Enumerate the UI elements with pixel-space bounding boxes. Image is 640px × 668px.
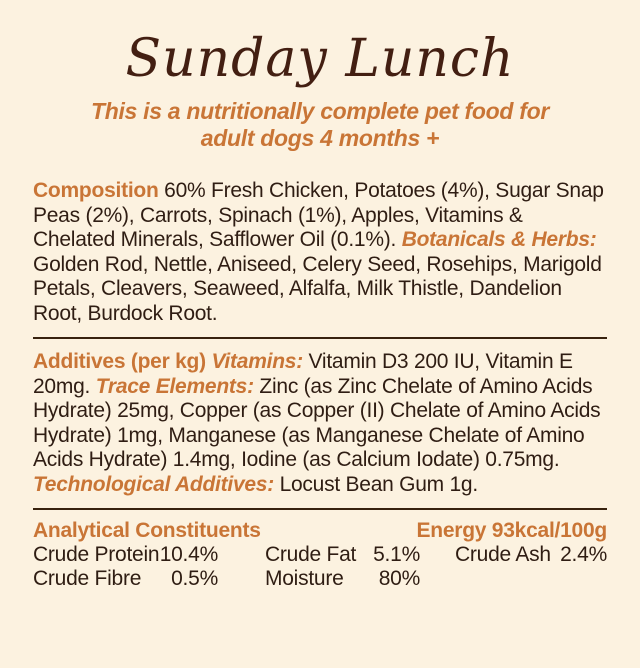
composition-heading: Composition [33,179,165,202]
constituent-label: Moisture [265,567,344,590]
energy-value: Energy 93kcal/100g [416,519,607,542]
vitamins-heading: Vitamins: [211,350,309,373]
constituent-label: Crude Fat [265,543,357,566]
constituent-label: Crude Ash [455,543,551,566]
product-title: Sunday Lunch [125,29,515,89]
constituent-label: Crude Protein [33,543,160,566]
analytical-constituents-title: Analytical Constituents [33,519,261,542]
technological-additives-heading: Technological Additives: [33,472,280,496]
section-divider-bottom [33,508,607,510]
constituent-value: 80% [378,567,420,590]
constituent-cell-fat [265,543,420,567]
vitamins-text: Vitamin D3 200 IU, Vitamin E 20mg. [33,350,573,398]
section-divider-top [33,337,607,339]
constituent-cell-moisture [265,567,420,591]
additives-paragraph [33,350,607,497]
analytical-row-1 [33,543,607,567]
constituent-label: Crude Fibre [33,567,142,590]
botanicals-herbs-list: Golden Rod, Nettle, Aniseed, Celery Seed, Rosehips, Marigold Petals, Cleavers, Seaweed, Alfalfa, Milk Thistle, Dandelion Root, Burdock Root. [33,252,602,325]
additives-heading: Additives (per kg) [33,350,212,373]
constituent-value: 5.1% [373,543,420,566]
constituent-value: 2.4% [560,543,607,566]
constituent-cell-fibre [33,567,218,591]
product-subtitle: This is a nutritionally complete pet food for adult dogs 4 months + [90,98,550,151]
analytical-row-2 [33,567,607,591]
constituent-cell-ash [455,543,607,567]
composition-ingredients-text: 60% Fresh Chicken, Potatoes (4%), Sugar Snap Peas (2%), Carrots, Spinach (1%), Apples, Vitamins & Chelated Minerals, Safflower Oil (0.1%). [33,179,604,251]
composition-paragraph [33,179,607,326]
trace-elements-text: Zinc (as Zinc Chelate of Amino Acids Hydrate) 25mg, Copper (as Copper (II) Chelate of Amino Acids Hydrate) 1mg, Manganese (as Manganese Chelate of Amino Acids Hydrate) 1.4mg, Iodine (as Calcium Iodate) 0.75mg. [33,374,601,471]
technological-additives-text: Locust Bean Gum 1g. [279,472,478,496]
constituent-value: 10.4% [159,543,218,566]
constituent-cell-protein [33,543,218,567]
pet-food-label [0,28,640,668]
constituent-value: 0.5% [171,567,218,590]
botanicals-herbs-heading: Botanicals & Herbs: [401,228,597,251]
trace-elements-heading: Trace Elements: [95,374,260,398]
analytical-constituents-header [33,519,607,543]
